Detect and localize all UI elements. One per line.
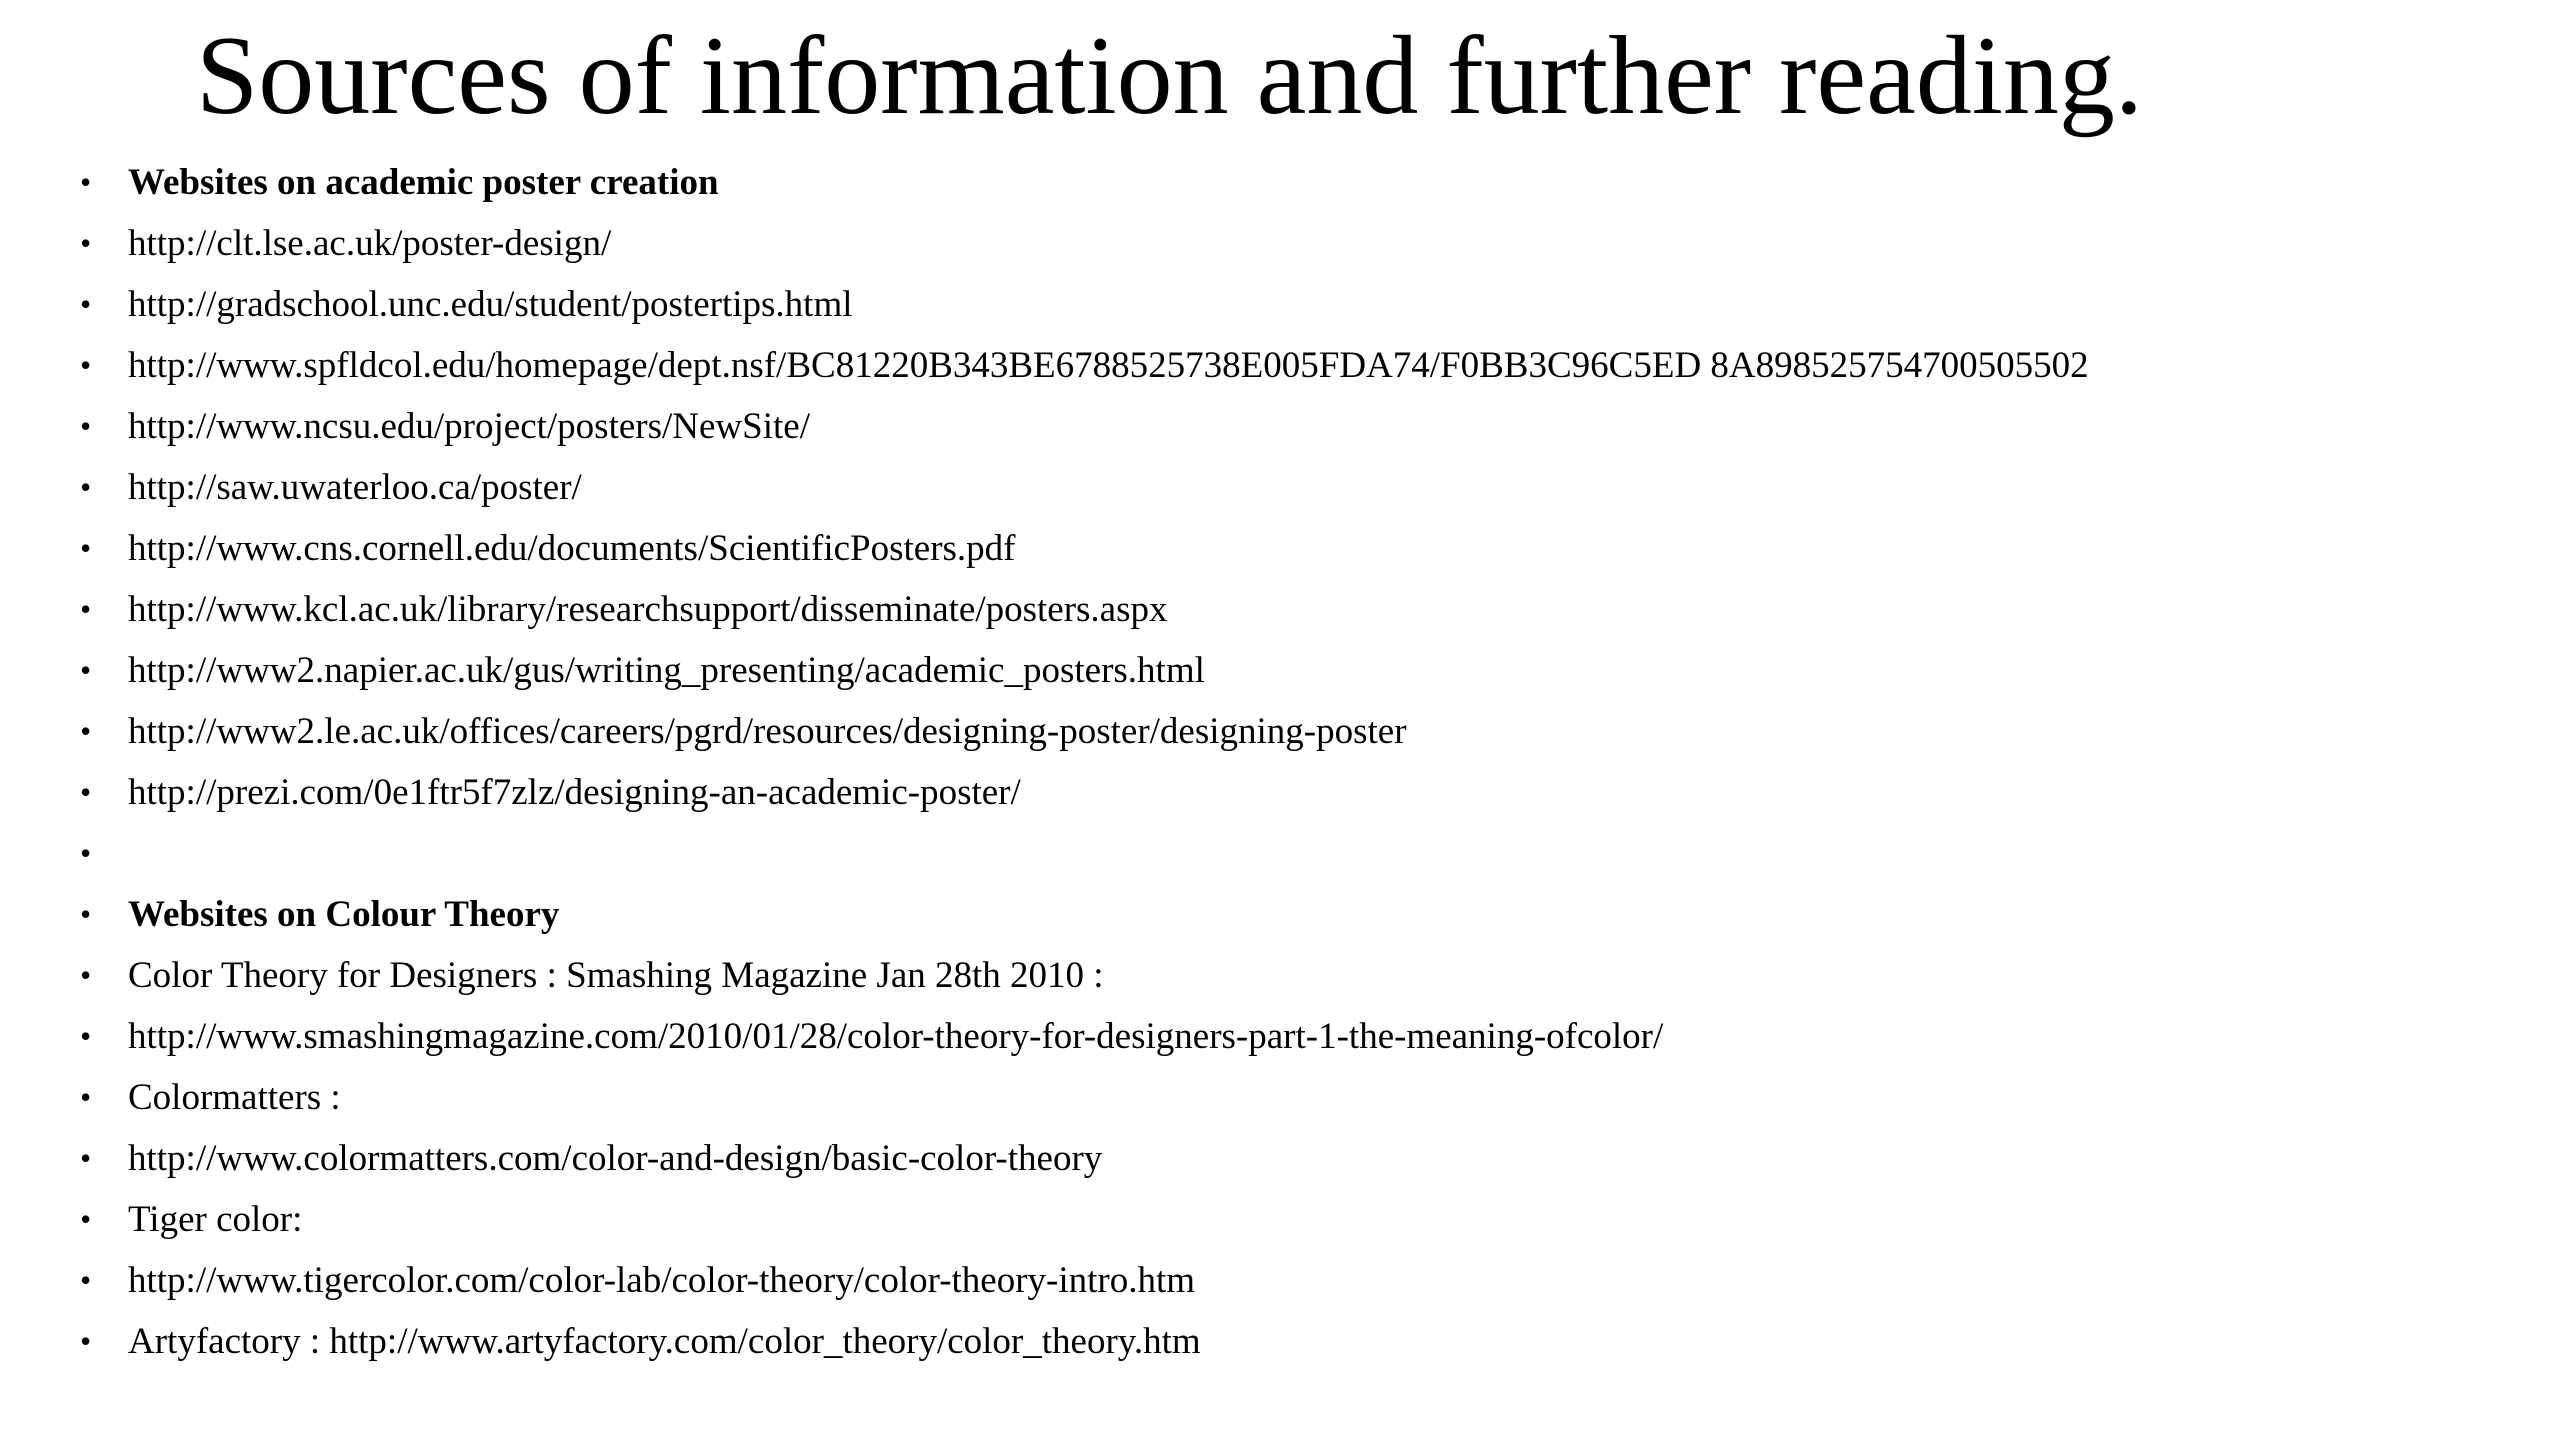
- url-list-item[interactable]: [0, 518, 2089, 579]
- url-text[interactable]: http://www.kcl.ac.uk/library/researchsupport/disseminate/posters.aspx: [128, 589, 1168, 630]
- list-item: [0, 823, 2089, 884]
- bullet-icon: •: [80, 1262, 92, 1298]
- section-heading: [0, 152, 2089, 213]
- bullet-icon: •: [80, 1079, 92, 1115]
- url-list-item[interactable]: [0, 640, 2089, 701]
- bullet-list: [0, 152, 2089, 1372]
- bullet-icon: •: [80, 835, 92, 871]
- list-item: [0, 1311, 2089, 1372]
- url-text[interactable]: http://www.colormatters.com/color-and-design/basic-color-theory: [128, 1138, 1103, 1179]
- bullet-icon: •: [80, 591, 92, 627]
- url-list-item[interactable]: [0, 701, 2089, 762]
- slide-title: Sources of information and further reading.: [196, 14, 2143, 138]
- list-item: [0, 945, 2089, 1006]
- url-text[interactable]: http://saw.uwaterloo.ca/poster/: [128, 467, 582, 508]
- url-list-item[interactable]: [0, 213, 2089, 274]
- url-list-item[interactable]: [0, 274, 2089, 335]
- url-text[interactable]: http://www.tigercolor.com/color-lab/color-theory/color-theory-intro.htm: [128, 1260, 1196, 1301]
- url-list-item[interactable]: [0, 762, 2089, 823]
- url-text[interactable]: http://www2.le.ac.uk/offices/careers/pgrd/resources/designing-poster/designing-poster: [128, 711, 1407, 752]
- url-text[interactable]: http://www.ncsu.edu/project/posters/NewSite/: [128, 406, 810, 447]
- url-text[interactable]: http://www.smashingmagazine.com/2010/01/28/color-theory-for-designers-part-1-the-meaning-ofcolor/: [128, 1016, 1664, 1057]
- list-item: [0, 1189, 2089, 1250]
- section-heading: [0, 884, 2089, 945]
- url-text[interactable]: http://www.spfldcol.edu/homepage/dept.nsf/BC81220B343BE6788525738E005FDA74/F0BB3C96C5ED 8A898525754700505502: [128, 345, 2089, 386]
- url-text[interactable]: http://www.cns.cornell.edu/documents/ScientificPosters.pdf: [128, 528, 1016, 569]
- bullet-icon: •: [80, 1140, 92, 1176]
- bullet-icon: •: [80, 713, 92, 749]
- bullet-icon: •: [80, 408, 92, 444]
- url-list-item[interactable]: [0, 1128, 2089, 1189]
- bullet-icon: •: [80, 530, 92, 566]
- bullet-icon: •: [80, 1201, 92, 1237]
- list-item: [0, 1067, 2089, 1128]
- bullet-icon: •: [80, 164, 92, 200]
- bullet-icon: •: [80, 1323, 92, 1359]
- bullet-icon: •: [80, 957, 92, 993]
- url-text[interactable]: http://www2.napier.ac.uk/gus/writing_presenting/academic_posters.html: [128, 650, 1205, 691]
- url-text[interactable]: http://gradschool.unc.edu/student/postertips.html: [128, 284, 853, 325]
- bullet-icon: •: [80, 286, 92, 322]
- url-list-item[interactable]: [0, 457, 2089, 518]
- url-text[interactable]: http://prezi.com/0e1ftr5f7zlz/designing-an-academic-poster/: [128, 772, 1021, 813]
- bullet-icon: •: [80, 225, 92, 261]
- bullet-text: Websites on academic poster creation: [128, 162, 719, 203]
- bullet-text: Colormatters :: [128, 1077, 341, 1118]
- bullet-icon: •: [80, 469, 92, 505]
- bullet-icon: •: [80, 774, 92, 810]
- url-list-item[interactable]: [0, 579, 2089, 640]
- bullet-text: Tiger color:: [128, 1199, 303, 1240]
- url-list-item[interactable]: [0, 1006, 2089, 1067]
- bullet-icon: •: [80, 1018, 92, 1054]
- url-text[interactable]: http://clt.lse.ac.uk/poster-design/: [128, 223, 612, 264]
- url-list-item[interactable]: [0, 1250, 2089, 1311]
- bullet-icon: •: [80, 347, 92, 383]
- bullet-icon: •: [80, 652, 92, 688]
- bullet-text: Color Theory for Designers : Smashing Magazine Jan 28th 2010 :: [128, 955, 1104, 996]
- url-list-item[interactable]: [0, 396, 2089, 457]
- url-list-item[interactable]: [0, 335, 2089, 396]
- bullet-text: Websites on Colour Theory: [128, 894, 560, 935]
- bullet-text: Artyfactory : http://www.artyfactory.com/color_theory/color_theory.htm: [128, 1321, 1201, 1362]
- bullet-icon: •: [80, 896, 92, 932]
